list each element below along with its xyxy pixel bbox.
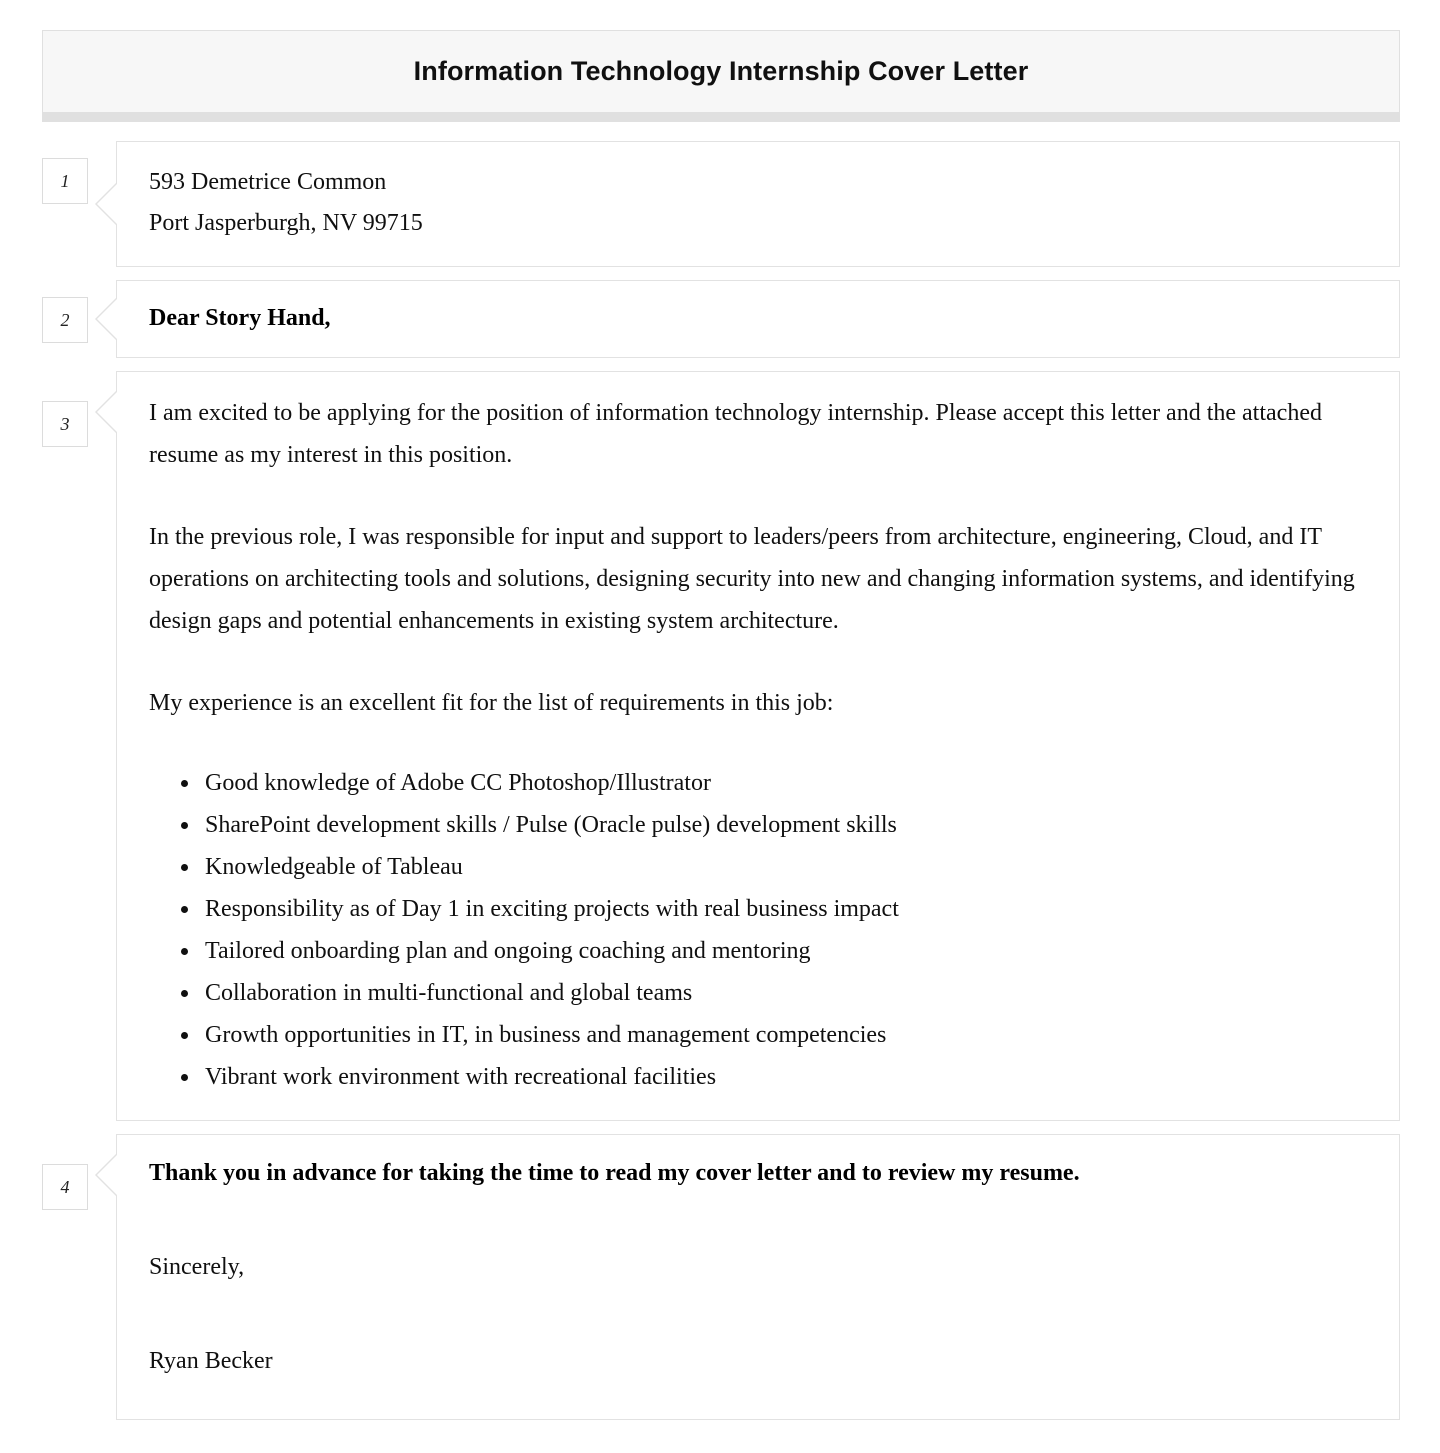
closing-thanks: Thank you in advance for taking the time to read my cover letter and to review my resume. [149, 1160, 1080, 1186]
salutation-block [116, 280, 1400, 358]
sections-list [0, 122, 1440, 1420]
header-region [0, 0, 1440, 122]
closing-signature: Ryan Becker [149, 1348, 273, 1374]
section-marker-4: 4 [42, 1164, 88, 1210]
section-sender-address [42, 141, 1400, 267]
section-letter-body [42, 371, 1400, 1121]
section-salutation [42, 280, 1400, 358]
list-item: • Knowledgeable of Tableau [201, 846, 1365, 888]
bubble-notch-fill-icon [97, 183, 118, 225]
salutation-text: Dear Story Hand, [149, 305, 331, 331]
letter-body-block [116, 371, 1400, 1121]
list-item: • Collaboration in multi-functional and global teams [201, 972, 1365, 1014]
bubble-notch-fill-icon [97, 1154, 118, 1196]
list-item: • SharePoint development skills / Pulse (Oracle pulse) development skills [201, 804, 1365, 846]
closing-signoff: Sincerely, [149, 1254, 245, 1280]
section-closing [42, 1134, 1400, 1420]
body-paragraph-3: My experience is an excellent fit for the list of requirements in this job: [149, 690, 834, 716]
section-marker-3: 3 [42, 401, 88, 447]
list-item: • Tailored onboarding plan and ongoing coaching and mentoring [201, 930, 1365, 972]
bubble-notch-fill-icon [97, 391, 118, 433]
address-block [116, 141, 1400, 267]
closing-block [116, 1134, 1400, 1420]
section-marker-1: 1 [42, 158, 88, 204]
list-item: • Vibrant work environment with recreational facilities [201, 1056, 1365, 1098]
address-line-1: 593 Demetrice Common [149, 169, 387, 195]
bubble-notch-fill-icon [97, 298, 118, 340]
body-paragraph-2: In the previous role, I was responsible for input and support to leaders/peers from architecture, engineering, Cloud, and IT operations on architecting tools and solutions, designing security into new and changing information systems, and identifying design gaps and potential enhancements in existing system architecture. [149, 524, 1355, 634]
list-item: • Growth opportunities in IT, in business and management competencies [201, 1014, 1365, 1056]
section-marker-2: 2 [42, 297, 88, 343]
address-line-2: Port Jasperburgh, NV 99715 [149, 210, 423, 236]
body-paragraph-1: I am excited to be applying for the position of information technology internship. Please accept this letter and the attached resume as my interest in this position. [149, 400, 1322, 468]
requirements-list [149, 762, 1365, 1098]
list-item: • Good knowledge of Adobe CC Photoshop/Illustrator [201, 762, 1365, 804]
page-title: Information Technology Internship Cover Letter [413, 56, 1029, 86]
document-header [42, 30, 1400, 122]
list-item: • Responsibility as of Day 1 in exciting projects with real business impact [201, 888, 1365, 930]
marker-gap [88, 371, 116, 1121]
